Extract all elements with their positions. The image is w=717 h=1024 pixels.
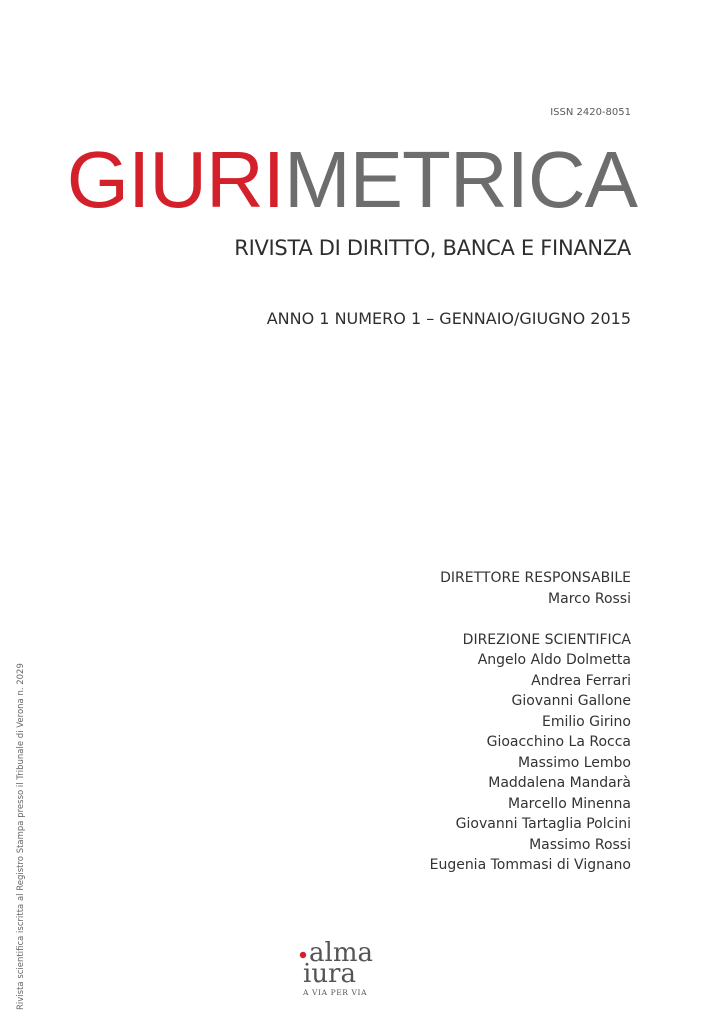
board-member: Emilio Girino [542,713,631,730]
editorial-board [430,568,631,876]
direttore-heading: DIRETTORE RESPONSABILE [440,570,631,586]
board-member: Massimo Rossi [529,836,631,853]
logo-line2: iura [303,959,356,989]
board-member: Massimo Lembo [517,754,631,771]
journal-title [67,132,637,228]
logo-red-dot [300,952,306,958]
journal-title-part1: GIURI [66,135,284,224]
issn-label: ISSN 2420-8051 [550,107,631,118]
board-member: Andrea Ferrari [531,672,631,689]
board-member: Eugenia Tommasi di Vignano [429,857,631,873]
board-member: Marcello Minenna [508,795,631,812]
board-member: Angelo Aldo Dolmetta [477,652,631,668]
registration-note: Rivista scientifica iscritta al Registro Stampa presso il Tribunale di Verona n. 2029 [16,663,26,1010]
logo-line1: alma [309,938,373,968]
journal-subtitle: RIVISTA DI DIRITTO, BANCA E FINANZA [234,236,631,260]
board-member: Giovanni Gallone [511,693,631,709]
direttore-name: Marco Rossi [548,590,631,607]
direzione-heading: DIREZIONE SCIENTIFICA [462,631,631,648]
spacer [430,609,631,630]
journal-title-part2: METRICA [284,135,637,224]
alma-iura-logo [299,938,409,1000]
board-member: Gioacchino La Rocca [486,734,631,750]
board-member: Giovanni Tartaglia Polcini [455,816,631,832]
logo-tagline: A VIA PER VIA [303,988,368,997]
board-member: Maddalena Mandarà [488,775,631,791]
issue-info: ANNO 1 NUMERO 1 – GENNAIO/GIUGNO 2015 [266,309,631,328]
